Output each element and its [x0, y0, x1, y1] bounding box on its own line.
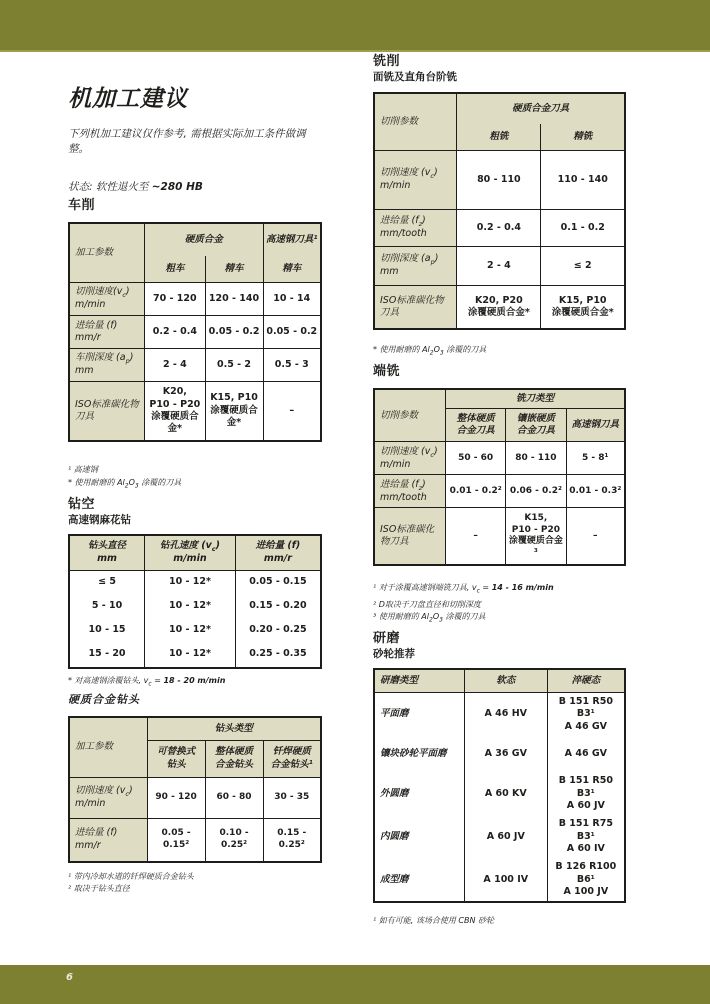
param-label: 进给量 (f) mm/r [69, 818, 147, 862]
param-label: 车削深度 $(a_p)$ mm [69, 349, 145, 382]
table-row [374, 247, 625, 286]
value-cell: 120 - 140 [205, 283, 263, 316]
value-cell: A 46 GV [547, 736, 625, 772]
table-row [374, 815, 625, 858]
col-group-hss: 高速钢刀具¹ [263, 223, 321, 256]
value-cell: 70 - 120 [145, 283, 205, 316]
param-header: 加工参数 [69, 717, 147, 778]
value-cell: B 151 R50 B3¹ A 46 GV [547, 693, 625, 737]
col-header: 钻孔速度 $(v_c)$ m/min [145, 535, 236, 571]
value-cell: K20, P10 - P20 涂覆硬质合金* [145, 382, 205, 442]
value-cell: 0.2 - 0.4 [145, 316, 205, 349]
value-cell: – [566, 508, 625, 566]
intro-paragraph: 下列机加工建议仅作参考, 需根据实际加工条件做调整。 [68, 128, 306, 155]
param-label: 切削速度 $(v_c)$ m/min [69, 777, 147, 818]
table-row [374, 151, 625, 210]
col-header: 精车 [263, 256, 321, 283]
value-cell: 0.01 - 0.2² [446, 475, 506, 508]
table-row [374, 693, 625, 737]
value-cell: 2 - 4 [145, 349, 205, 382]
col-header: 进给量 (f) mm/r [235, 535, 321, 571]
value-cell: A 36 GV [464, 736, 547, 772]
param-header: 加工参数 [69, 223, 145, 283]
hardness-value: ~280 HB [151, 181, 203, 193]
table-row [69, 283, 321, 316]
col-header: 可替换式 钻头 [147, 740, 205, 777]
param-label: 进给量 $(f_z)$ mm/tooth [374, 475, 446, 508]
value-cell: B 126 R100 B6¹ A 100 JV [547, 858, 625, 902]
grinding-type: 内圆磨 [374, 815, 464, 858]
param-label: 进给量 (f) mm/r [69, 316, 145, 349]
table-row [69, 382, 321, 442]
col-header: 钻头直径 mm [69, 535, 145, 571]
col-header: 整体硬质 合金钻头 [205, 740, 263, 777]
table-header-row [69, 717, 321, 741]
value-cell: A 60 KV [464, 772, 547, 815]
col-header: 精铣 [541, 124, 625, 151]
col-group-drill-types: 钻头类型 [147, 717, 321, 741]
footnote: ¹ 对于涂覆高速钢端铣刀具, $v_c = 14 - 16$ m/min [373, 583, 554, 596]
value-cell: – [446, 508, 506, 566]
subheading-face-milling: 面铣及直角台阶铣 [373, 71, 457, 83]
carbide-drill-table [68, 716, 322, 863]
value-cell: A 60 JV [464, 815, 547, 858]
left-column [68, 50, 322, 896]
page-header-bar [0, 0, 710, 52]
grinding-type: 成型磨 [374, 858, 464, 902]
param-label: 切削深度 $(a_p)$ mm [374, 247, 457, 286]
param-label: 进给量 $(f_z)$ mm/tooth [374, 210, 457, 247]
value-cell: B 151 R50 B3¹ A 60 JV [547, 772, 625, 815]
value-cell: 0.05 - 0.15² [147, 818, 205, 862]
page-title: 机加工建议 [68, 86, 188, 112]
col-header: 高速钢刀具 [566, 409, 625, 442]
value-cell: 0.05 - 0.2 [205, 316, 263, 349]
value-cell: A 100 IV [464, 858, 547, 902]
col-group-carbide: 硬质合金 [145, 223, 263, 256]
value-cell: 90 - 120 [147, 777, 205, 818]
value-cell: 10 - 15 [69, 619, 145, 643]
value-cell: 5 - 8¹ [566, 442, 625, 475]
value-cell: 0.5 - 2 [205, 349, 263, 382]
subheading-hss-twist-drills: 高速钢麻花钻 [68, 513, 131, 526]
table-row [374, 772, 625, 815]
value-cell: 80 - 110 [506, 442, 566, 475]
table-row [69, 777, 321, 818]
value-cell: 15 - 20 [69, 643, 145, 668]
footnote: * 使用耐磨的 $Al_2O_3$ 涂覆的刀具 [68, 477, 182, 490]
table-row [374, 442, 625, 475]
param-label: 切削速度$(v_c)$ m/min [69, 283, 145, 316]
table-header-row [69, 535, 321, 571]
value-cell: K15, P10 涂覆硬质合金* [541, 286, 625, 330]
grinding-type: 镶块砂轮平面磨 [374, 736, 464, 772]
value-cell: – [263, 382, 321, 442]
value-cell: 30 - 35 [263, 777, 321, 818]
value-cell: 10 - 14 [263, 283, 321, 316]
value-cell: 0.05 - 0.2 [263, 316, 321, 349]
value-cell: 0.15 - 0.25² [263, 818, 321, 862]
param-label: ISO标准碳化物 刀具 [374, 286, 457, 330]
table-row [69, 818, 321, 862]
footnote: ² 取决于钻头直径 [68, 884, 130, 894]
value-cell: K20, P20 涂覆硬质合金* [457, 286, 541, 330]
table-row [374, 508, 625, 566]
value-cell: ≤ 5 [69, 570, 145, 595]
grinding-type: 平面磨 [374, 693, 464, 737]
table-header-row [374, 93, 625, 124]
footnote: ¹ 如有可能, 该场合使用 CBN 砂轮 [373, 916, 494, 926]
param-label: ISO标准碳化 物刀具 [374, 508, 446, 566]
value-cell: 10 - 12* [145, 570, 236, 595]
table-row [69, 619, 321, 643]
col-header: 粗铣 [457, 124, 541, 151]
col-header: 粗车 [145, 256, 205, 283]
value-cell: 0.06 - 0.2² [506, 475, 566, 508]
value-cell: 0.1 - 0.2 [541, 210, 625, 247]
right-column [373, 50, 626, 928]
table-row [374, 858, 625, 902]
value-cell: 0.25 - 0.35 [235, 643, 321, 668]
turning-table [68, 222, 322, 442]
param-header: 切削参数 [374, 93, 457, 151]
table-row [69, 316, 321, 349]
value-cell: 110 - 140 [541, 151, 625, 210]
page-footer-bar [0, 965, 710, 1004]
footnote: * 对高速钢涂覆钻头, $v_c = 18 - 20$ m/min [68, 675, 226, 688]
value-cell: 60 - 80 [205, 777, 263, 818]
end-milling-table [373, 388, 626, 566]
table-row [69, 595, 321, 619]
value-cell: 0.15 - 0.20 [235, 595, 321, 619]
grinding-type: 外圆磨 [374, 772, 464, 815]
value-cell: 0.05 - 0.15 [235, 570, 321, 595]
section-heading-turning: 车削 [68, 198, 96, 213]
table-row [374, 736, 625, 772]
table-row [69, 570, 321, 595]
value-cell: K15, P10 涂覆硬质合金* [205, 382, 263, 442]
footnote: ³ 使用耐磨的 $Al_2O_3$ 涂覆的刀具 [373, 612, 486, 624]
footnote: * 使用耐磨的 $Al_2O_3$ 涂覆的刀具 [373, 345, 487, 357]
footnote: ¹ 带内冷却水道的钎焊硬质合金钻头 [68, 871, 194, 881]
col-header: 淬硬态 [547, 669, 625, 693]
col-header: 精车 [205, 256, 263, 283]
value-cell: ≤ 2 [541, 247, 625, 286]
value-cell: 5 - 10 [69, 595, 145, 619]
value-cell: 80 - 110 [457, 151, 541, 210]
value-cell: 50 - 60 [446, 442, 506, 475]
table-header-row [374, 669, 625, 693]
value-cell: 0.01 - 0.3² [566, 475, 625, 508]
col-header: 软态 [464, 669, 547, 693]
col-header: 镶嵌硬质 合金刀具 [506, 409, 566, 442]
table-header-row [69, 223, 321, 256]
value-cell: 10 - 12* [145, 595, 236, 619]
col-header: 钎焊硬质 合金钻头¹ [263, 740, 321, 777]
table-row [69, 349, 321, 382]
footnote: ¹ 高速钢 [68, 465, 98, 474]
value-cell: 0.5 - 3 [263, 349, 321, 382]
param-label: 切削速度 $(v_c)$ m/min [374, 151, 457, 210]
value-cell: 10 - 12* [145, 619, 236, 643]
table-row [374, 475, 625, 508]
col-group-cutter-types: 铣刀类型 [446, 389, 625, 409]
grinding-table [373, 668, 626, 903]
value-cell: A 46 HV [464, 693, 547, 737]
table-header-row [374, 389, 625, 409]
section-heading-end-milling: 端铣 [373, 364, 401, 380]
value-cell: B 151 R75 B3¹ A 60 IV [547, 815, 625, 858]
param-label: ISO标准碳化物刀具 [69, 382, 145, 442]
section-heading-drilling: 钻空 [68, 496, 96, 512]
footnote: ² D取决于刀盘直径和切削深度 [373, 599, 481, 609]
param-label: 切削速度 $(v_c)$ m/min [374, 442, 446, 475]
heading-carbide-drills: 硬质合金钻头 [68, 692, 140, 706]
param-header: 切削参数 [374, 389, 446, 442]
section-heading-milling: 铣削 [373, 54, 401, 69]
value-cell: 0.2 - 0.4 [457, 210, 541, 247]
value-cell: 10 - 12* [145, 643, 236, 668]
col-header: 研磨类型 [374, 669, 464, 693]
col-group-carbide-tools: 硬质合金刀具 [457, 93, 625, 124]
condition-prefix: 状态: 软性退火至 [68, 181, 152, 193]
table-row [69, 643, 321, 668]
condition-line [68, 179, 322, 194]
value-cell: K15, P10 - P20 涂覆硬质合金³ [506, 508, 566, 566]
subheading-wheel-recommendation: 砂轮推荐 [373, 648, 415, 661]
col-header: 整体硬质 合金刀具 [446, 409, 506, 442]
page-number: 6 [66, 972, 73, 983]
hss-drill-table [68, 534, 322, 669]
table-row [374, 286, 625, 330]
table-row [374, 210, 625, 247]
value-cell: 0.10 - 0.25² [205, 818, 263, 862]
value-cell: 2 - 4 [457, 247, 541, 286]
section-heading-grinding: 研磨 [373, 631, 401, 647]
face-milling-table [373, 92, 626, 330]
value-cell: 0.20 - 0.25 [235, 619, 321, 643]
